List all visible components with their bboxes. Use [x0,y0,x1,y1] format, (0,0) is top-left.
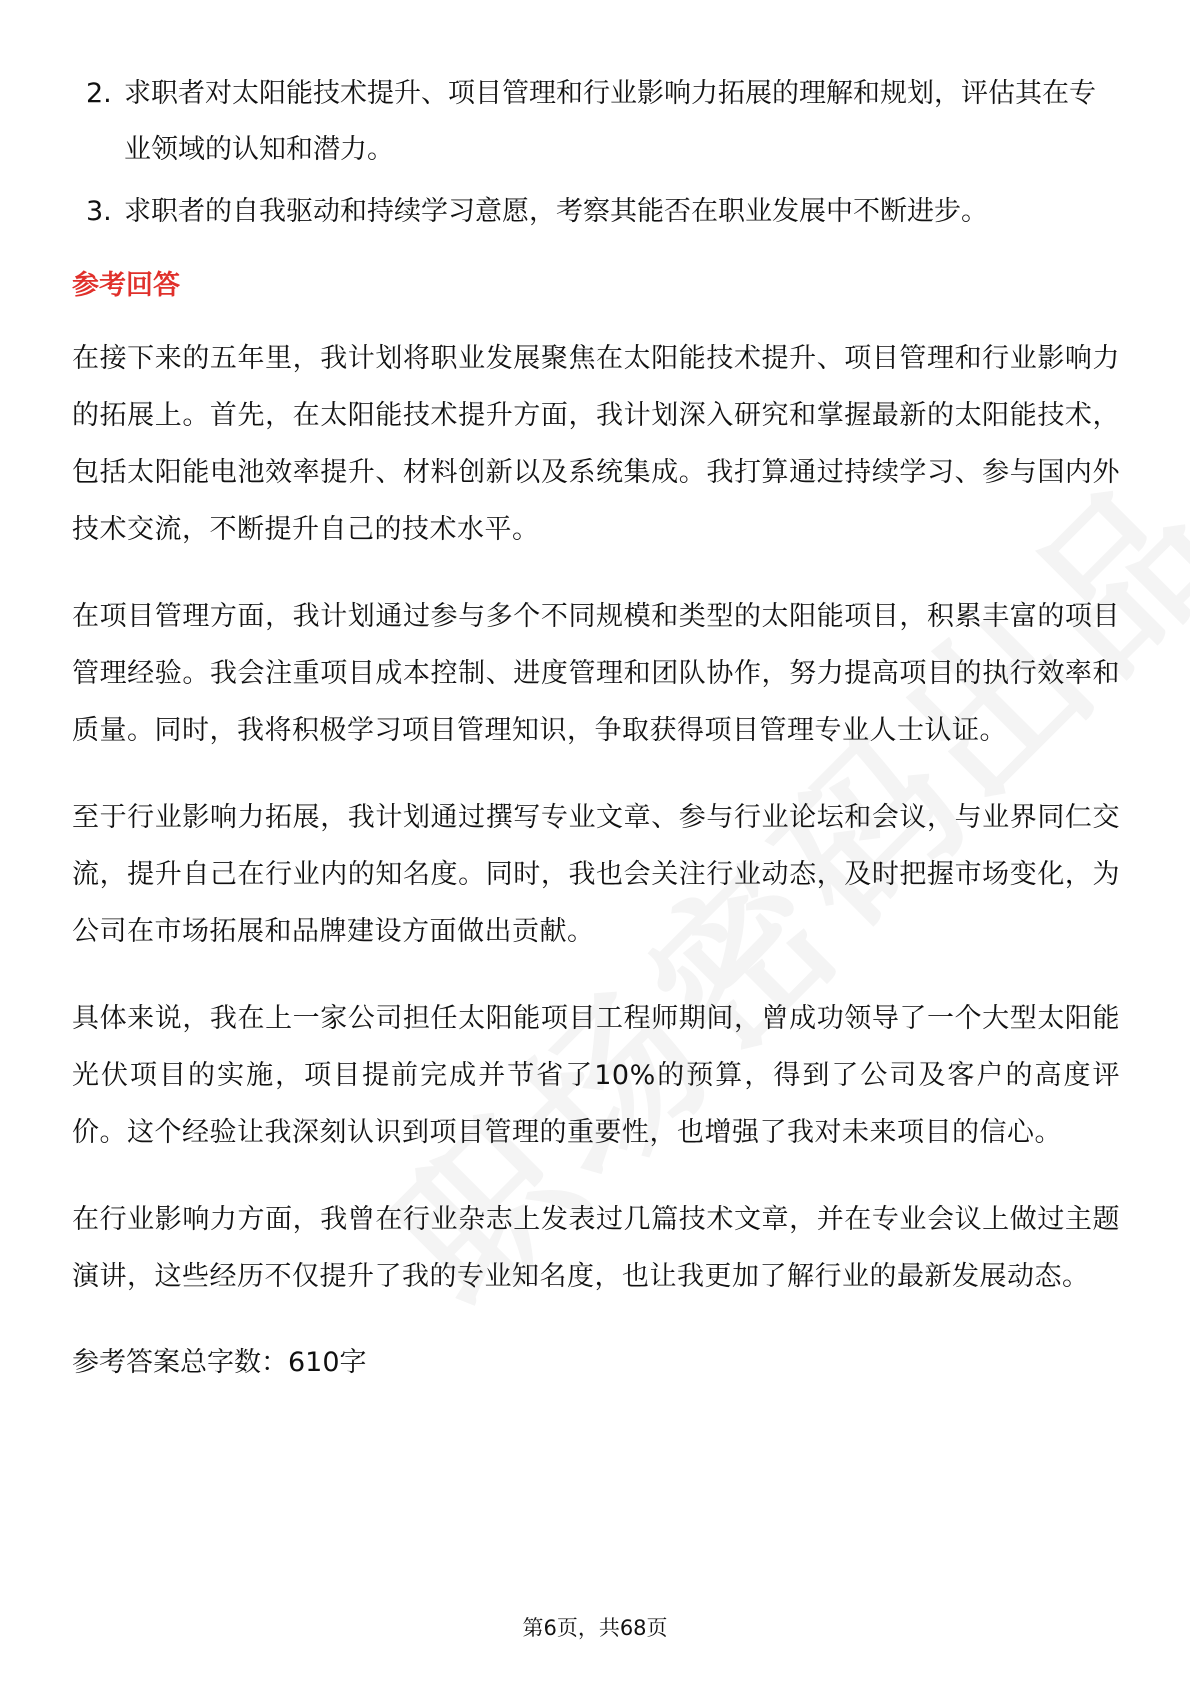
list-item [72,184,1120,240]
answer-paragraph: 在项目管理方面，我计划通过参与多个不同规模和类型的太阳能项目，积累丰富的项目管理经验。我会注重项目成本控制、进度管理和团队协作，努力提高项目的执行效率和质量。同时，我将积极学习项目管理知识，争取获得项目管理专业人士认证。 [72,601,1120,746]
page-content [72,66,1120,1391]
list-item-number: 2. [86,78,112,109]
list-item-text: 求职者的自我驱动和持续学习意愿，考察其能否在职业发展中不断进步。 [124,196,988,227]
word-count: 参考答案总字数：610字 [72,1347,367,1378]
list-item-number: 3. [86,196,112,227]
answer-paragraph: 在行业影响力方面，我曾在行业杂志上发表过几篇技术文章，并在专业会议上做过主题演讲，这些经历不仅提升了我的专业知名度，也让我更加了解行业的最新发展动态。 [72,1204,1120,1292]
answer-paragraph: 至于行业影响力拓展，我计划通过撰写专业文章、参与行业论坛和会议，与业界同仁交流，提升自己在行业内的知名度。同时，我也会关注行业动态，及时把握市场变化，为公司在市场拓展和品牌建设方面做出贡献。 [72,802,1120,947]
reference-answer-heading: 参考回答 [72,270,180,301]
answer-paragraph: 在接下来的五年里，我计划将职业发展聚焦在太阳能技术提升、项目管理和行业影响力的拓展上。首先，在太阳能技术提升方面，我计划深入研究和掌握最新的太阳能技术，包括太阳能电池效率提升、材料创新以及系统集成。我打算通过持续学习、参与国内外技术交流，不断提升自己的技术水平。 [72,343,1120,545]
list-item [72,66,1120,178]
answer-paragraph: 具体来说，我在上一家公司担任太阳能项目工程师期间，曾成功领导了一个大型太阳能光伏项目的实施，项目提前完成并节省了10%的预算，得到了公司及客户的高度评价。这个经验让我深刻认识到项目管理的重要性，也增强了我对未来项目的信心。 [72,1003,1120,1148]
list-item-text: 求职者对太阳能技术提升、项目管理和行业影响力拓展的理解和规划，评估其在专业领域的认知和潜力。 [124,78,1096,165]
evaluation-points-list [72,66,1120,240]
page-number: 第6页，共68页 [522,1616,668,1640]
